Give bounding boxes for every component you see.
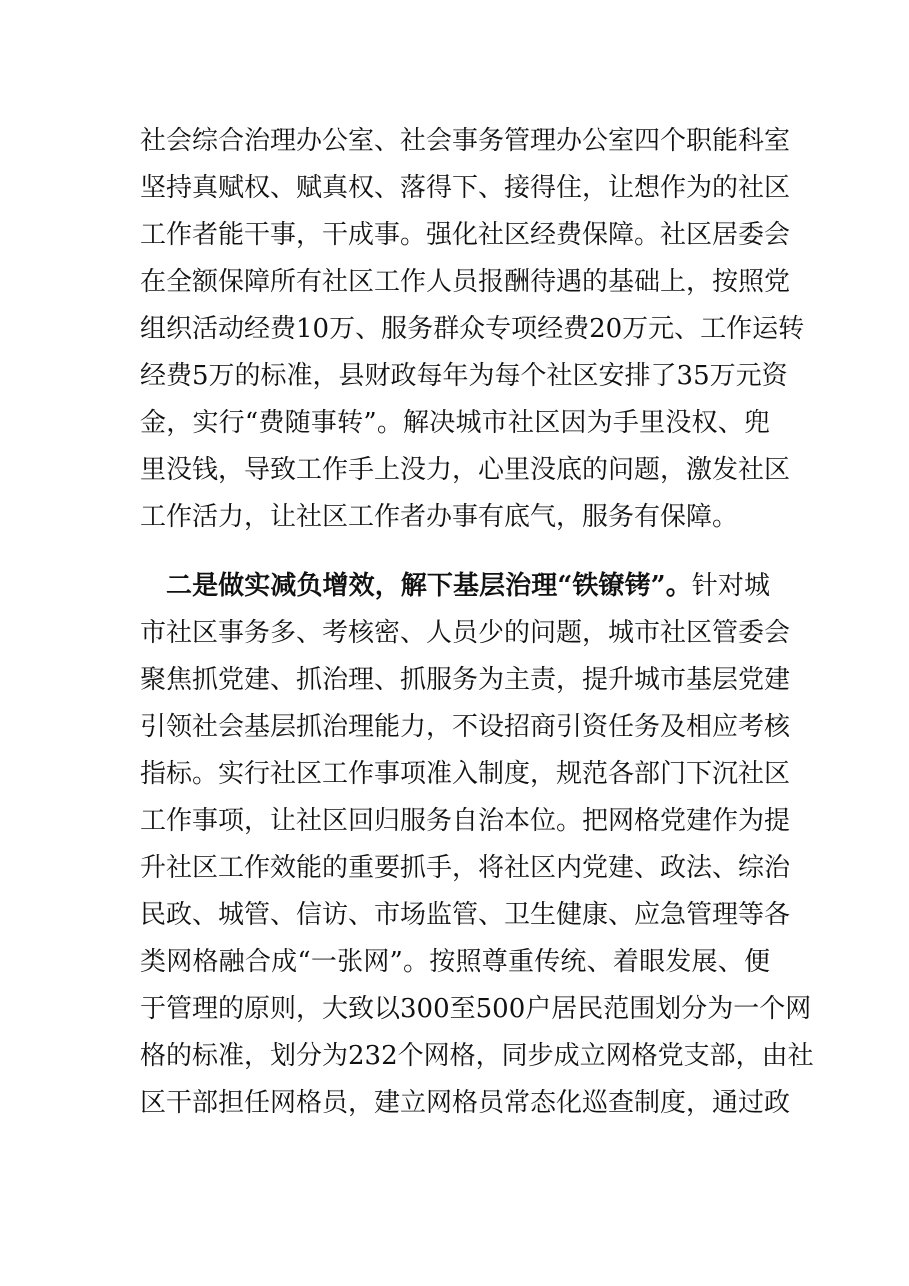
- paragraph-1-line-2: 坚持真赋权、赋真权、落得下、接得住，让想作为的社区: [140, 173, 791, 203]
- paragraph-1-line-4: 在全额保障所有社区工作人员报酬待遇的基础上，按照党: [140, 267, 791, 297]
- paragraph-2-line-7: 升社区工作效能的重要抓手，将社区内党建、政法、综治: [140, 853, 791, 883]
- paragraph-1-line-3: 工作者能干事，干成事。强化社区经费保障。社区居委会: [140, 220, 791, 250]
- paragraph-2-heading: 二是做实减负增效，解下基层治理“铁镣铐”。: [166, 571, 692, 601]
- paragraph-1-line-8: 里没钱，导致工作手上没力，心里没底的问题，激发社区: [140, 455, 791, 485]
- paragraph-2-line-8: 民政、城管、信访、市场监管、卫生健康、应急管理等各: [140, 900, 791, 930]
- paragraph-2-line-2: 市社区事务多、考核密、人员少的问题，城市社区管委会: [140, 618, 791, 648]
- paragraph-2-line-11: 格的标准，划分为232个网格，同步成立网格党支部，由社: [140, 1041, 814, 1071]
- paragraph-2-line-4: 引领社会基层抓治理能力，不设招商引资任务及相应考核: [140, 712, 791, 742]
- paragraph-1-line-1: 社会综合治理办公室、社会事务管理办公室四个职能科室: [140, 126, 791, 156]
- paragraph-2-line-9: 类网格融合成“一张网”。按照尊重传统、着眼发展、便: [140, 947, 770, 977]
- paragraph-2-line-12: 区干部担任网格员，建立网格员常态化巡查制度，通过政: [140, 1088, 791, 1118]
- paragraph-2-line-10: 于管理的原则，大致以300至500户居民范围划分为一个网: [140, 994, 812, 1024]
- paragraph-2-line-5: 指标。实行社区工作事项准入制度，规范各部门下沉社区: [140, 759, 791, 789]
- paragraph-2-line-6: 工作事项，让社区回归服务自治本位。把网格党建作为提: [140, 806, 791, 836]
- paragraph-2-line-1: [166, 563, 770, 609]
- paragraph-1-line-5: 组织活动经费10万、服务群众专项经费20万元、工作运转: [140, 314, 805, 344]
- document-page: [140, 118, 814, 1178]
- paragraph-1-line-6: 经费5万的标准，县财政每年为每个社区安排了35万元资: [140, 361, 788, 391]
- paragraph-1-line-9: 工作活力，让社区工作者办事有底气，服务有保障。: [140, 502, 739, 532]
- paragraph-2-line-3: 聚焦抓党建、抓治理、抓服务为主责，提升城市基层党建: [140, 665, 791, 695]
- paragraph-2-first-line-rest: 针对城: [691, 571, 770, 601]
- paragraph-1-line-7: 金，实行“费随事转”。解决城市社区因为手里没权、兜: [140, 408, 770, 438]
